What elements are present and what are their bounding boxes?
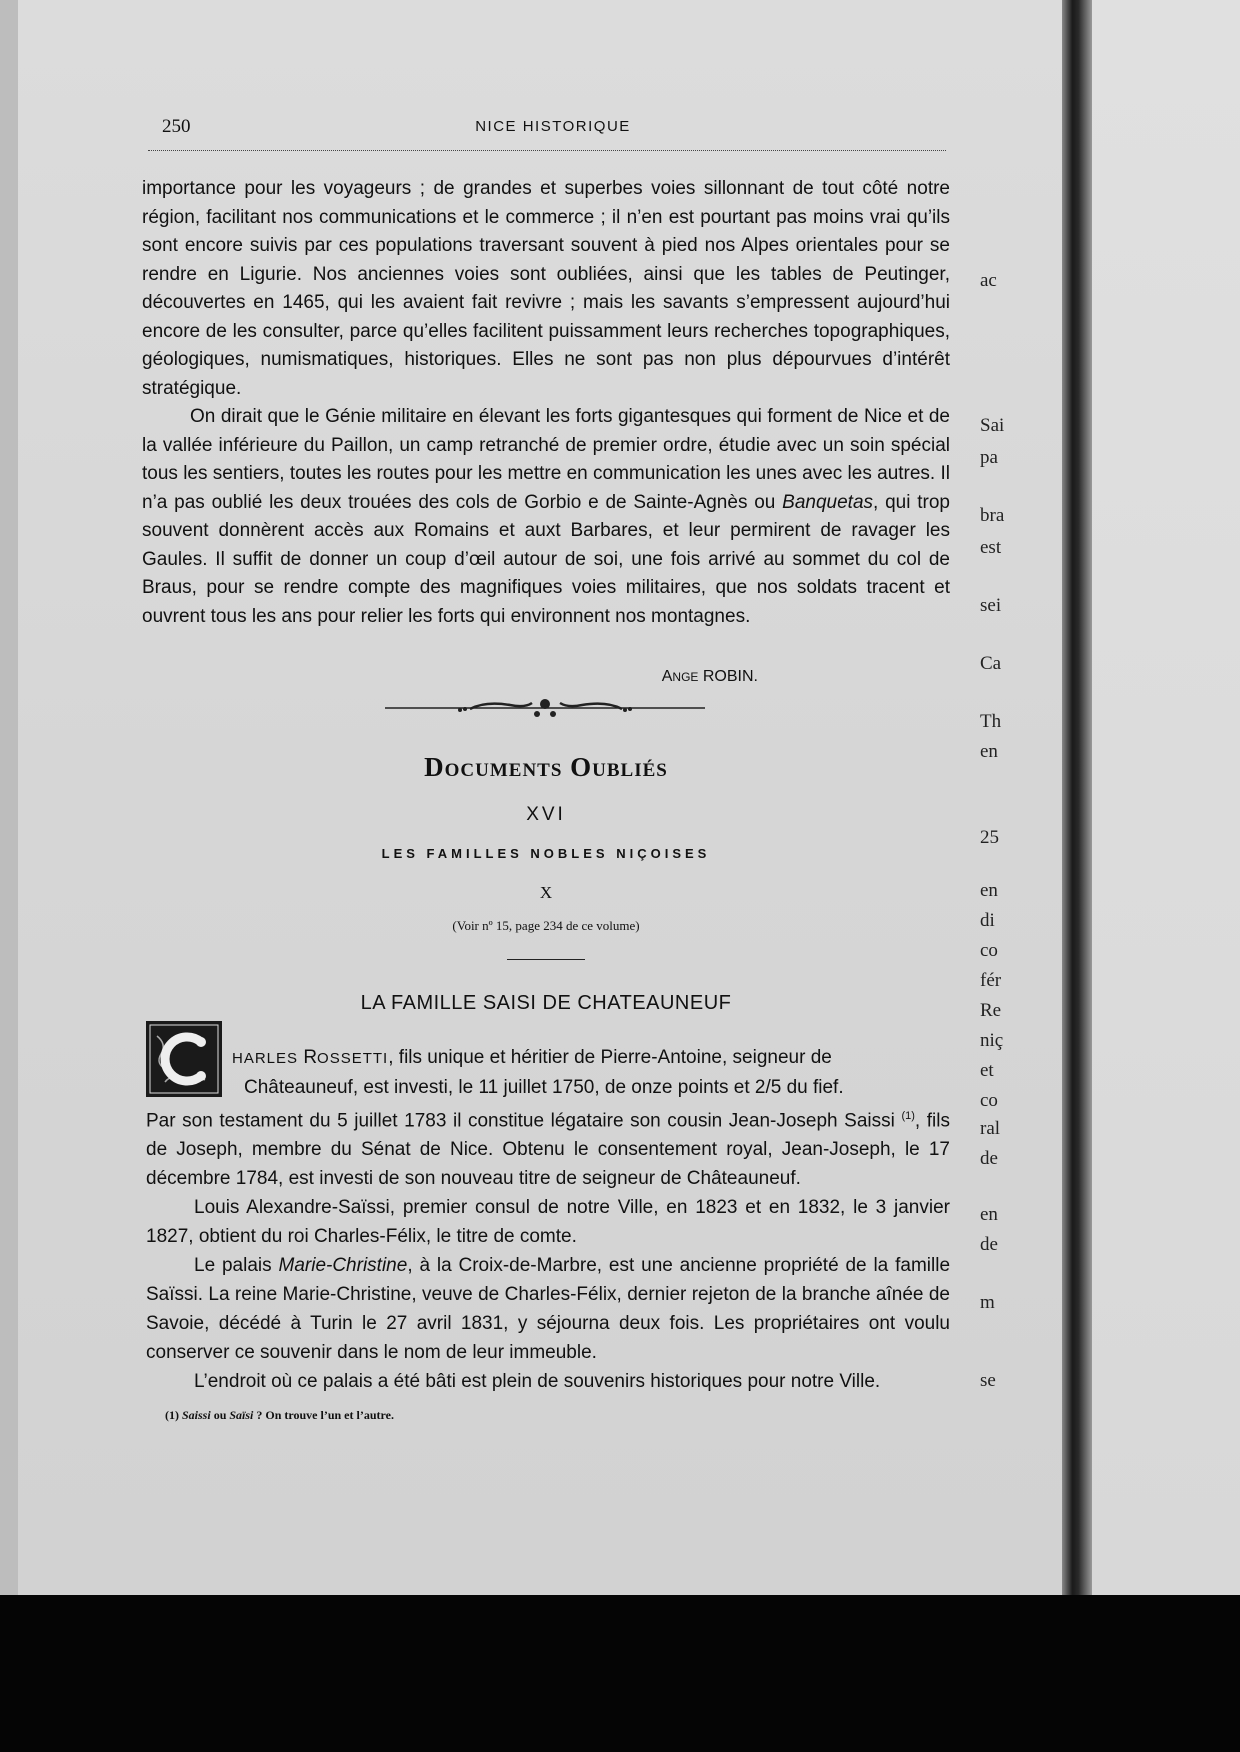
facing-page-fragment: m <box>980 1292 995 1313</box>
chapter-body <box>146 1043 950 1396</box>
section-number: XVI <box>526 804 566 825</box>
facing-page-fragment: niç <box>980 1030 1004 1051</box>
facing-page-fragment: ral <box>980 1118 1001 1139</box>
facing-page-fragment: se <box>980 1370 996 1391</box>
paragraph: importance pour les voyageurs ; de grandes et superbes voies sillonnant de tout côté notre région, facilitant nos communications et le commerce ; il n’en est pourtant pas moins vrai qu’ils sont encore suivis par ces populations traversant souvent à pied nos Alpes orientales pour se rendre en Ligurie. Nos anciennes voies sont oubliées, ainsi que les tables de Peutinger, découvertes en 1465, qui les avaient fait revivre ; mais les savants s’empressent aujourd’hui encore de les consulter, parce qu’elles facilitent puissamment leurs recherches topographiques, géologiques, numismatiques, historiques. Elles ne sont pas non plus dépourvues d’intérêt stratégique. <box>142 178 950 399</box>
section-subtitle: LES FAMILLES NOBLES NIÇOISES <box>381 846 711 861</box>
facing-page-fragment: en <box>980 741 998 762</box>
footnote-reference: (1) <box>901 1110 915 1122</box>
facing-page-fragment: de <box>980 1148 998 1169</box>
facing-page-fragment: fér <box>980 970 1002 991</box>
decorative-divider-icon <box>385 692 705 722</box>
cross-reference: (Voir nº 15, page 234 de ce volume) <box>452 918 640 933</box>
running-title: NICE HISTORIQUE <box>475 118 631 135</box>
part-number: X <box>539 883 553 902</box>
section-title: Documents Oubliés <box>424 752 668 782</box>
chapter-title: LA FAMILLE SAISI DE CHATEAUNEUF <box>360 992 732 1014</box>
paragraph: Châteauneuf, est investi, le 11 juillet 1750, de onze points et 2/5 du fief. <box>244 1077 844 1098</box>
page-number: 250 <box>162 116 191 137</box>
facing-page-fragment: Ca <box>980 653 1002 674</box>
facing-page-fragment: sei <box>980 595 1002 616</box>
facing-page-fragment: di <box>980 910 995 931</box>
facing-page-fragment: Th <box>980 711 1002 732</box>
paragraph: Louis Alexandre-Saïssi, premier consul de notre Ville, en 1823 et en 1832, le 3 janvier 1827, obtient du roi Charles-Félix, le titre de comte. <box>146 1197 950 1248</box>
facing-page-fragment: Re <box>980 1000 1002 1021</box>
scan-background <box>0 1595 1240 1752</box>
footnote: (1) Saissi ou Saïsi ? On trouve l’un et l’autre. <box>165 1408 394 1422</box>
book-binding-fold <box>1062 0 1092 1600</box>
facing-page-fragment: en <box>980 1204 998 1225</box>
paragraph: HARLES ROSSETTI, fils unique et héritier de Pierre-Antoine, seigneur de <box>232 1047 832 1068</box>
article-end <box>142 175 950 631</box>
facing-page-fragment: et <box>980 1060 994 1081</box>
short-rule <box>507 959 585 960</box>
paragraph: Par son testament du 5 juillet 1783 il constitue légataire son cousin Jean-Joseph Saissi $^{(1)}$, fils de Joseph, membre du Sénat de Nice. Obtenu le consentement royal, Jean-Joseph, le 17 décembre 1784, est investi de son nouveau titre de seigneur de Châteauneuf. <box>146 1110 951 1190</box>
paragraph: On dirait que le Génie militaire en élevant les forts gigantesques qui forment de Nice et de la vallée inférieure du Paillon, un camp retranché de premier ordre, étudie avec un soin spécial tous les sentiers, toutes les routes pour les mettre en communication les unes avec les autres. Il n’a pas oublié les deux trouées des cols de Gorbio e de Sainte-Agnès ou Banquetas, qui trop souvent donnèrent accès aux Romains et auxt Barbares, et leur permirent de ravager les Gaules. Il suffit de donner un coup d’œil autour de soi, une fois arrivé au sommet du col de Braus, pour se rendre compte des magnifiques voies militaires, que nos soldats tracent et ouvrent tous les ans pour relier les forts qui environnent nos montagnes. <box>142 406 950 627</box>
facing-page-fragment: de <box>980 1234 998 1255</box>
facing-page-fragment: ac <box>980 270 997 291</box>
facing-page-fragment: est <box>980 537 1002 558</box>
paragraph: Le palais Marie-Christine, à la Croix-de-Marbre, est une ancienne propriété de la famille Saïssi. La reine Marie-Christine, veuve de Charles-Félix, dernier rejeton de la branche aînée de Savoie, décédé à Turin le 27 avril 1831, y séjourna deux fois. Les propriétaires ont voulu conserver ce souvenir dans le nom de leur immeuble. <box>146 1255 951 1364</box>
facing-page <box>980 0 1240 1600</box>
facing-page-fragment: co <box>980 940 998 961</box>
facing-page-fragment: bra <box>980 505 1005 526</box>
facing-page-fragment: en <box>980 880 998 901</box>
header-rule <box>148 150 946 151</box>
facing-page-fragment: Sai <box>980 415 1005 436</box>
author-signature: ANGE ROBIN. <box>661 668 758 685</box>
facing-page-fragment: co <box>980 1090 998 1111</box>
paragraph: L’endroit où ce palais a été bâti est plein de souvenirs historiques pour notre Ville. <box>194 1371 881 1393</box>
facing-page-fragment: 25 <box>980 827 999 848</box>
page-header <box>162 116 944 144</box>
facing-page-fragment: pa <box>980 447 998 468</box>
